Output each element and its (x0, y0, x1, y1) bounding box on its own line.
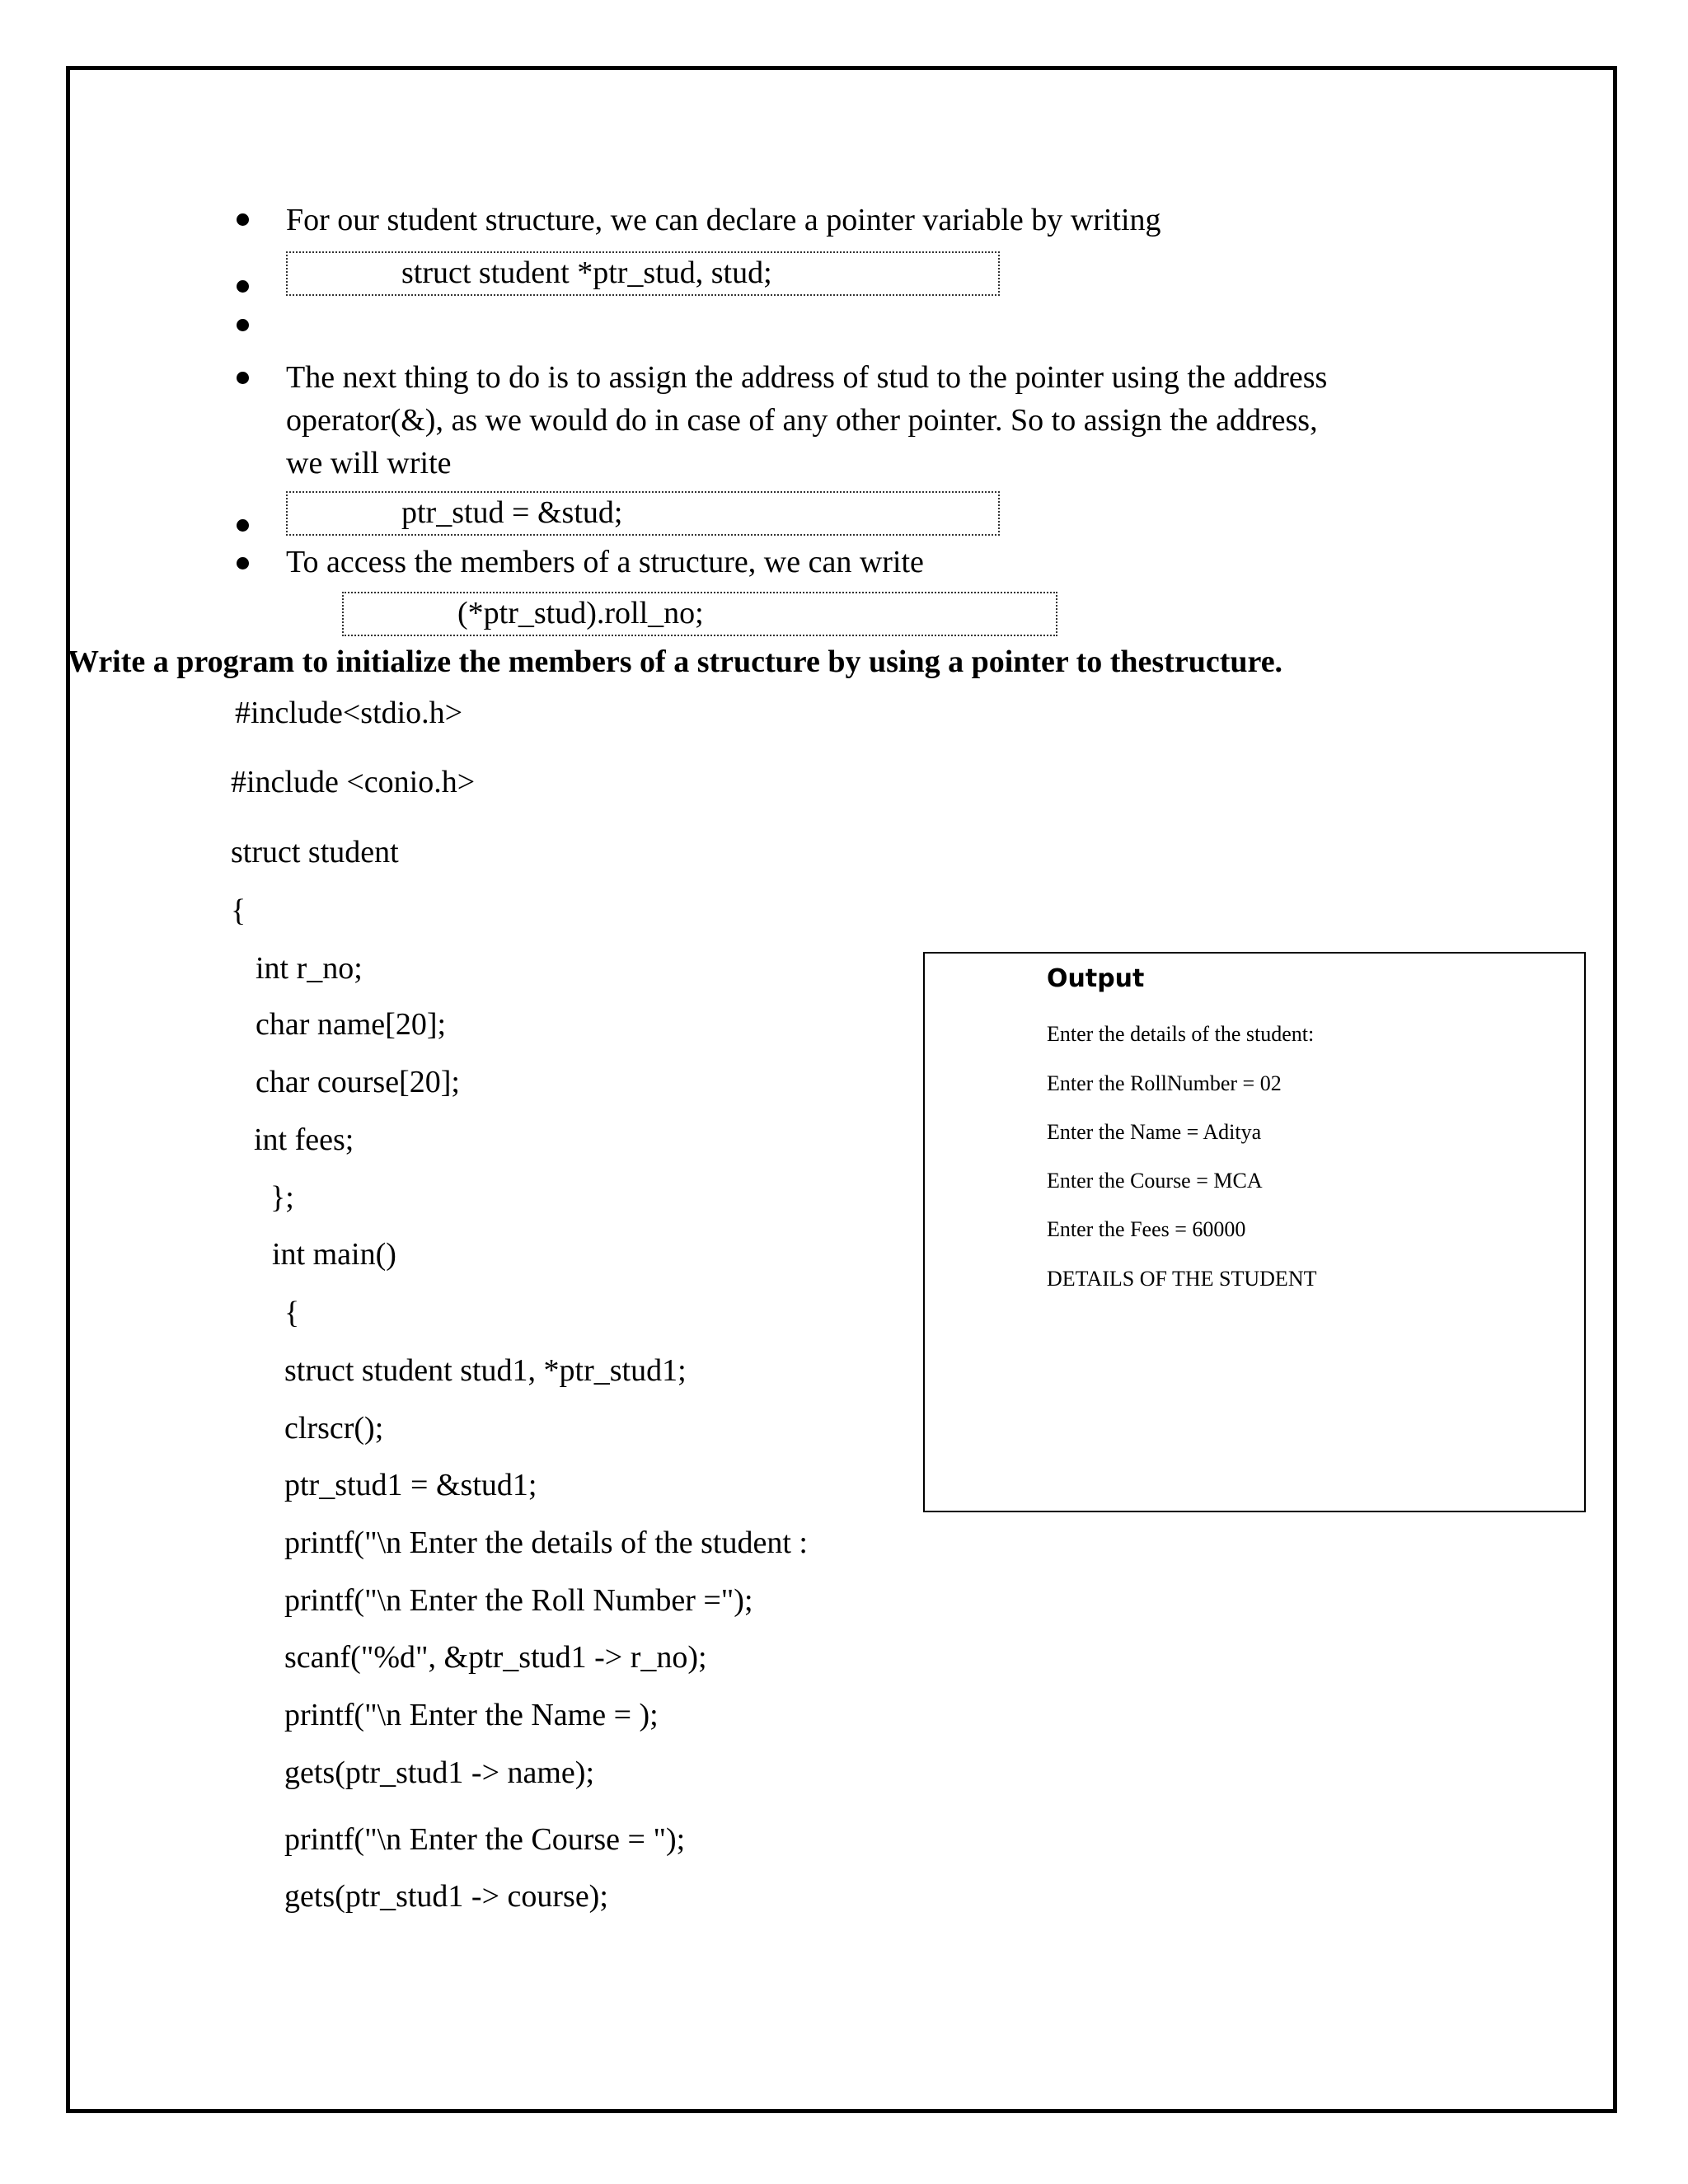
bullet (237, 519, 249, 532)
code-line: printf("\n Enter the Name = ); (284, 1698, 659, 1732)
code-line: printf("\n Enter the Course = "); (284, 1822, 686, 1857)
code-line: struct student (231, 835, 399, 869)
output-line: Enter the Name = Aditya (1047, 1120, 1262, 1144)
code-line: int r_no; (256, 951, 363, 986)
output-box (923, 952, 1586, 1512)
code-box-text: struct student *ptr_stud, stud; (401, 255, 772, 290)
code-box-text: (*ptr_stud).roll_no; (457, 596, 704, 630)
code-line: gets(ptr_stud1 -> course); (284, 1879, 608, 1914)
bullet-text: For our student structure, we can declare a pointer variable by writing (286, 203, 1161, 237)
bullet (237, 372, 249, 384)
bullet-text: The next thing to do is to assign the address of stud to the pointer using the address (286, 360, 1328, 395)
code-line: printf("\n Enter the Roll Number ="); (284, 1583, 753, 1618)
bullet (237, 319, 249, 331)
code-box-assignment (286, 491, 1000, 536)
code-box-text: ptr_stud = &stud; (401, 495, 623, 530)
output-title: Output (1047, 964, 1145, 993)
code-line: char course[20]; (256, 1065, 460, 1099)
code-line: gets(ptr_stud1 -> name); (284, 1755, 595, 1790)
code-line: printf("\n Enter the details of the student : (284, 1526, 808, 1560)
code-line: char name[20]; (256, 1007, 447, 1042)
bullet (237, 280, 249, 293)
output-line: DETAILS OF THE STUDENT (1047, 1267, 1317, 1291)
code-line: struct student stud1, *ptr_stud1; (284, 1353, 687, 1388)
code-box-access (342, 592, 1057, 636)
code-line: int main() (272, 1237, 396, 1272)
code-line: { (284, 1296, 300, 1330)
output-line: Enter the Course = MCA (1047, 1169, 1263, 1193)
code-line: clrscr(); (284, 1411, 384, 1446)
bullet-text: we will write (286, 446, 452, 480)
bullet (237, 557, 249, 569)
output-line: Enter the details of the student: (1047, 1022, 1315, 1046)
bullet (237, 213, 249, 226)
bullet-text: operator(&), as we would do in case of any other pointer. So to assign the address, (286, 403, 1318, 438)
program-heading: Write a program to initialize the members of a structure by using a pointer to thestructure. (68, 644, 1283, 679)
code-line: }; (270, 1180, 294, 1215)
bullet-text: To access the members of a structure, we can write (286, 545, 924, 579)
code-box-declaration (286, 251, 1000, 296)
code-line: int fees; (254, 1122, 354, 1157)
code-line: #include<stdio.h> (235, 696, 463, 730)
code-line: #include <conio.h> (231, 765, 476, 799)
output-line: Enter the Fees = 60000 (1047, 1217, 1246, 1241)
code-line: scanf("%d", &ptr_stud1 -> r_no); (284, 1640, 707, 1675)
output-line: Enter the RollNumber = 02 (1047, 1071, 1282, 1095)
code-line: ptr_stud1 = &stud1; (284, 1468, 537, 1502)
code-line: { (231, 893, 246, 928)
